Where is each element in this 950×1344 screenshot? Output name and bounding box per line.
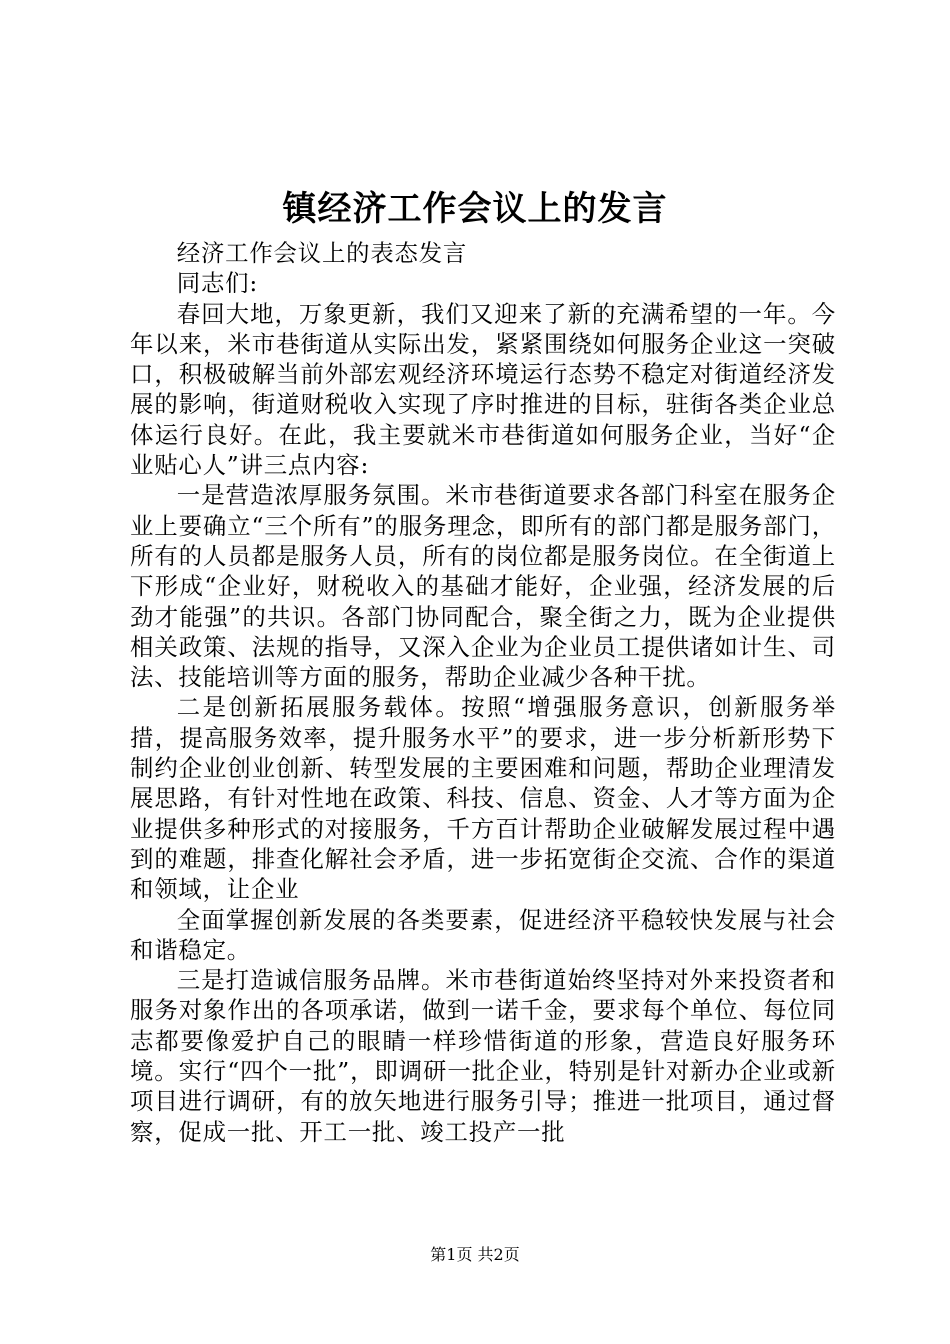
subtitle-paragraph: 经济工作会议上的表态发言	[176, 239, 468, 267]
document-body	[130, 238, 836, 1147]
intro-paragraph: 春回大地，万象更新，我们又迎来了新的充满希望的一年。今年以来，米市巷街道从实际出发，紧紧围绕如何服务企业这一突破口，积极破解当前外部宏观经济环境运行态势不稳定对街道经济发展的影响，街道财税收入实现了序时推进的目标，驻街各类企业总体运行良好。在此，我主要就米市巷街道如何服务企业，当好“企业贴心人”讲三点内容:	[130, 299, 836, 480]
point-two-continuation-paragraph: 全面掌握创新发展的各类要素，促进经济平稳较快发展与社会和谐稳定。	[130, 905, 836, 964]
page-number-footer: 第1页 共2页	[430, 1245, 520, 1264]
point-two-paragraph: 二是创新拓展服务载体。按照“增强服务意识，创新服务举措，提高服务效率，提升服务水平”的要求，进一步分析新形势下制约企业创业创新、转型发展的主要困难和问题，帮助企业理清发展思路，有针对性地在政策、科技、信息、资金、人才等方面为企业提供多种形式的对接服务，千方百计帮助企业破解发展过程中遇到的难题，排查化解社会矛盾，进一步拓宽街企交流、合作的渠道和领域，让企业	[130, 693, 836, 904]
salutation-paragraph: 同志们:	[176, 269, 259, 298]
point-three-paragraph: 三是打造诚信服务品牌。米市巷街道始终坚持对外来投资者和服务对象作出的各项承诺，做到一诺千金，要求每个单位、每位同志都要像爱护自己的眼睛一样珍惜街道的形象，营造良好服务环境。实行“四个一批”，即调研一批企业，特别是针对新办企业或新项目进行调研，有的放矢地进行服务引导；推进一批项目，通过督察，促成一批、开工一批、竣工投产一批	[130, 966, 836, 1146]
document-title: 镇经济工作会议上的发言	[282, 189, 668, 229]
point-one-paragraph: 一是营造浓厚服务氛围。米市巷街道要求各部门科室在服务企业上要确立“三个所有”的服务理念，即所有的部门都是服务部门，所有的人员都是服务人员，所有的岗位都是服务岗位。在全街道上下形成“企业好，财税收入的基础才能好，企业强，经济发展的后劲才能强”的共识。各部门协同配合，聚全街之力，既为企业提供相关政策、法规的指导，又深入企业为企业员工提供诸如计生、司法、技能培训等方面的服务，帮助企业减少各种干扰。	[130, 481, 836, 692]
